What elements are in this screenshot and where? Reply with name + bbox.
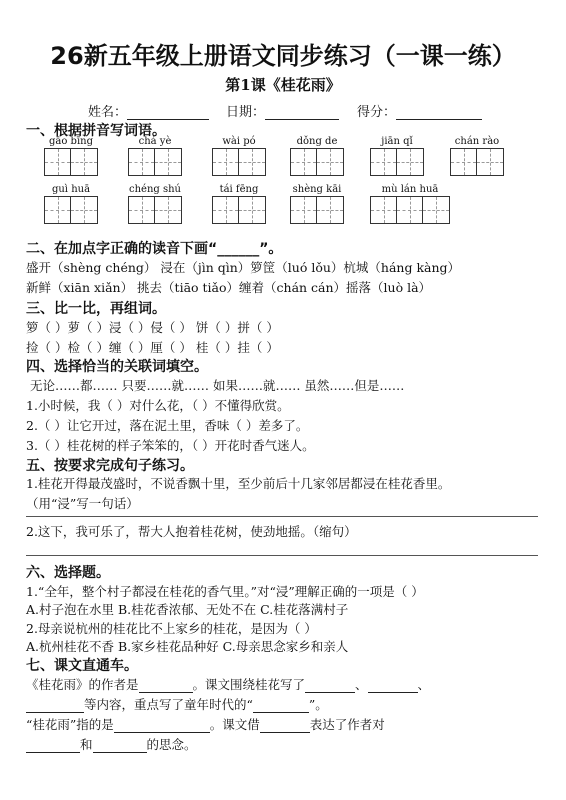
blank-author[interactable]: [139, 678, 193, 693]
section7-heading: 七、课文直通车。: [26, 658, 138, 674]
section4-heading: 四、选择恰当的关联词填空。: [26, 359, 208, 375]
pinyin-label: tái fēng: [219, 184, 259, 195]
pinyin-label: wài pó: [222, 136, 256, 147]
choice-q1: 1.“全年，整个村子都浸在桂花的香气里。”对“浸”理解正确的一项是（ ）: [26, 584, 424, 599]
answer-line-2[interactable]: [26, 555, 538, 556]
fill-text: 、: [417, 677, 431, 692]
section3-heading: 三、比一比，再组词。: [26, 301, 166, 317]
date-blank[interactable]: [265, 105, 339, 120]
writing-cell[interactable]: [239, 197, 265, 223]
pinyin-label: dǒng de: [296, 136, 338, 147]
writing-cell[interactable]: [45, 197, 71, 223]
writing-grid[interactable]: [44, 196, 98, 224]
blank-longing-1[interactable]: [26, 738, 80, 753]
writing-cell[interactable]: [155, 149, 181, 175]
writing-cell[interactable]: [397, 149, 423, 175]
writing-grid[interactable]: [370, 148, 424, 176]
reading-line-2: 新鲜（xiān xiǎn） 挑去（tiāo tiǎo）缠着（chán cán）摇落（luò là）: [26, 280, 432, 295]
fill-text: 。课文借: [209, 717, 260, 732]
section5-heading: 五、按要求完成句子练习。: [26, 458, 194, 474]
reading-line-1: 盛开（shèng chéng） 浸在（jìn qìn）箩筐（luó lǒu）杭城（háng kàng）: [26, 260, 461, 275]
blank-meaning[interactable]: [114, 718, 210, 733]
writing-grid[interactable]: [128, 196, 182, 224]
fill-text: 等内容，重点写了童年时代的“: [84, 697, 253, 712]
pinyin-label: mù lán huā: [381, 184, 439, 195]
section6-heading: 六、选择题。: [26, 565, 110, 581]
sentence-q1-instruction: （用“浸”写一句话）: [26, 496, 139, 511]
sentence-q1: 1.桂花开得最茂盛时，不说香飘十里，至少前后十几家邻居都浸在桂花香里。: [26, 476, 451, 491]
name-blank[interactable]: [127, 105, 209, 120]
writing-cell[interactable]: [71, 197, 97, 223]
writing-cell[interactable]: [423, 197, 449, 223]
fill-line-4: [26, 735, 197, 753]
fill-line-1: [26, 675, 430, 693]
blank-longing-2[interactable]: [93, 738, 147, 753]
pinyin-label: chéng shú: [129, 184, 181, 195]
writing-grid[interactable]: [290, 148, 344, 176]
choice-q1-options: A.村子泡在水里 B.桂花香浓郁、无处不在 C.桂花落满村子: [26, 602, 349, 617]
writing-cell[interactable]: [371, 149, 397, 175]
section1-heading: 一、根据拼音写词语。: [26, 123, 166, 139]
fill-text: 表达了作者对: [309, 717, 385, 732]
writing-cell[interactable]: [397, 197, 423, 223]
fill-text: 《桂花雨》的作者是: [26, 677, 139, 692]
writing-cell[interactable]: [129, 197, 155, 223]
answer-line-1[interactable]: [26, 516, 538, 517]
fill-line-2: [26, 695, 328, 713]
writing-grid[interactable]: [450, 148, 504, 176]
date-label: 日期：: [226, 105, 266, 120]
writing-grid[interactable]: [44, 148, 98, 176]
blank-object[interactable]: [260, 718, 310, 733]
writing-grid[interactable]: [290, 196, 344, 224]
fill-text: 。课文围绕桂花写了: [192, 677, 306, 692]
conjunction-q1: 1.小时候，我（ ）对什么花，（ ）不懂得欣赏。: [26, 398, 290, 413]
pinyin-label: chán rào: [454, 136, 500, 147]
writing-cell[interactable]: [213, 149, 239, 175]
lesson-title: 第1课《桂花雨》: [225, 76, 341, 94]
writing-grid[interactable]: [128, 148, 182, 176]
writing-grid[interactable]: [370, 196, 450, 224]
choice-q2: 2.母亲说杭州的桂花比不上家乡的桂花，是因为（ ）: [26, 621, 317, 636]
name-label: 姓名：: [88, 105, 128, 120]
writing-cell[interactable]: [239, 149, 265, 175]
writing-grid[interactable]: [212, 196, 266, 224]
pinyin-label: guì huā: [51, 184, 91, 195]
conjunction-q3: 3.（ ）桂花树的样子笨笨的，（ ）开花时香气迷人。: [26, 438, 315, 453]
writing-cell[interactable]: [477, 149, 503, 175]
writing-cell[interactable]: [155, 197, 181, 223]
writing-cell[interactable]: [45, 149, 71, 175]
score-label: 得分：: [357, 105, 397, 120]
date-field[interactable]: [226, 101, 339, 120]
writing-cell[interactable]: [291, 197, 317, 223]
sentence-q2: 2.这下，我可乐了，帮大人抱着桂花树，使劲地摇。（缩句）: [26, 524, 357, 539]
pinyin-label: jiān qǐ: [381, 136, 413, 147]
writing-cell[interactable]: [451, 149, 477, 175]
writing-grid[interactable]: [212, 148, 266, 176]
conjunction-options: 无论……都…… 只要……就…… 如果……就…… 虽然……但是……: [30, 378, 405, 393]
score-field[interactable]: [357, 101, 482, 120]
writing-cell[interactable]: [291, 149, 317, 175]
blank-content-2[interactable]: [368, 678, 418, 693]
fill-text: 、: [355, 677, 368, 692]
fill-line-3: [26, 715, 385, 733]
blank-content-3[interactable]: [26, 698, 84, 713]
blank-content-1[interactable]: [305, 678, 355, 693]
section2-heading: 二、在加点字正确的读音下画“______”。: [26, 241, 283, 257]
name-field[interactable]: [88, 101, 209, 120]
fill-text: 和: [80, 737, 93, 752]
pinyin-label: shèng kāi: [292, 184, 342, 195]
compare-line-1: 箩（ ）萝（ ）浸（ ）侵（ ） 饼（ ）拼（ ）: [26, 320, 279, 335]
writing-cell[interactable]: [213, 197, 239, 223]
fill-text: “桂花雨”指的是: [26, 717, 114, 732]
choice-q2-options: A.杭州桂花不香 B.家乡桂花品种好 C.母亲思念家乡和亲人: [26, 639, 349, 654]
writing-cell[interactable]: [317, 197, 343, 223]
pinyin-label: gāo bīng: [48, 136, 93, 147]
writing-cell[interactable]: [129, 149, 155, 175]
page-title: 26新五年级上册语文同步练习（一课一练）: [50, 42, 516, 70]
blank-childhood[interactable]: [253, 698, 309, 713]
fill-text: 的思念。: [146, 737, 197, 752]
score-blank[interactable]: [396, 105, 482, 120]
writing-cell[interactable]: [317, 149, 343, 175]
pinyin-label: chá yè: [138, 136, 172, 147]
fill-text: ”。: [308, 697, 328, 712]
compare-line-2: 捡（ ）检（ ）缠（ ）厘（ ） 桂（ ）挂（ ）: [26, 340, 279, 355]
conjunction-q2: 2.（ ）让它开过，落在泥土里，香味（ ）差多了。: [26, 418, 309, 433]
writing-cell[interactable]: [371, 197, 397, 223]
writing-cell[interactable]: [71, 149, 97, 175]
